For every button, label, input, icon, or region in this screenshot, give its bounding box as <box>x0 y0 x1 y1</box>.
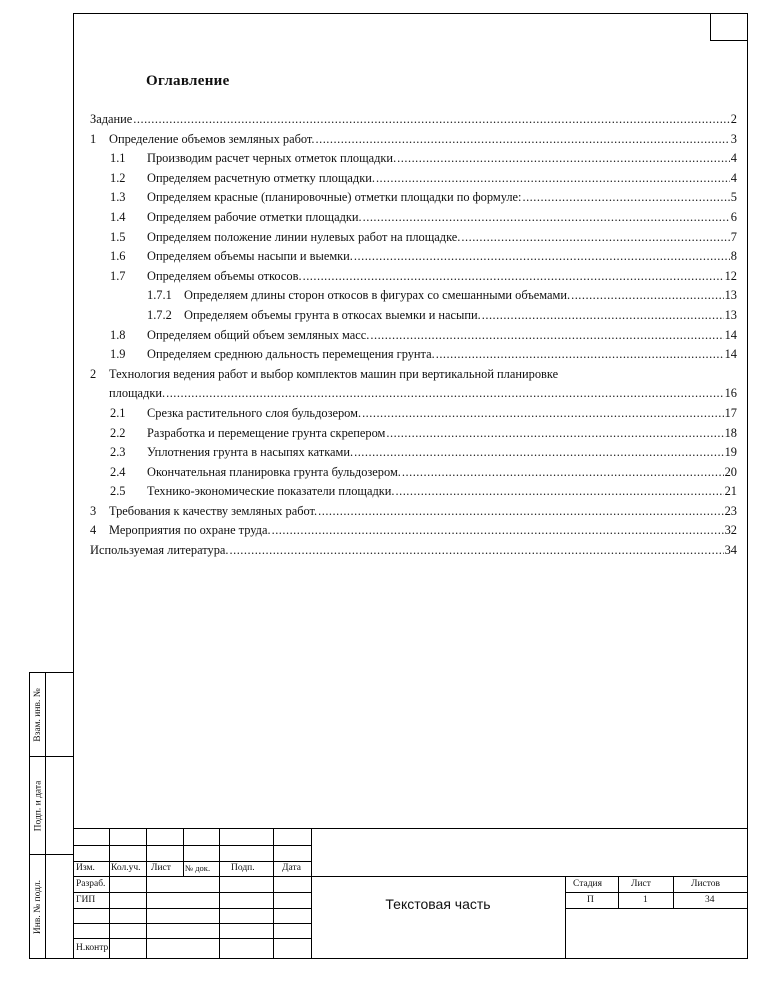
toc-entry-page: 7 <box>730 229 737 244</box>
toc-entry-page: 14 <box>724 327 737 342</box>
toc-entry-number: 1.7.2 <box>147 307 172 322</box>
header-list: Лист <box>151 863 171 873</box>
toc-entry-page: 19 <box>724 445 737 460</box>
toc-entry-page: 18 <box>724 425 737 440</box>
row-nkontr: Н.контр. <box>76 943 111 953</box>
toc-leader-dots <box>354 247 730 267</box>
toc-leader-dots <box>362 404 724 424</box>
toc-entry-number: 2 <box>90 366 97 381</box>
toc-entry-number: 1.2 <box>110 170 126 185</box>
toc-entry <box>90 247 737 267</box>
toc-entry-text: Определяем красные (планировочные) отметки площадки по формуле: <box>147 190 522 205</box>
inv-cell <box>30 855 74 959</box>
toc-entry-number: 1.3 <box>110 190 126 205</box>
toc-entry-text: Определяем среднюю дальность перемещения грунта. <box>147 347 435 362</box>
toc-entry <box>90 502 737 522</box>
document-title: Текстовая часть <box>385 896 491 912</box>
toc-entry-text: Окончательная планировка грунта бульдозером. <box>147 464 401 479</box>
toc-entry-text: Требования к качеству земляных работ. <box>109 503 318 518</box>
toc-entry <box>90 306 737 326</box>
toc-entry-text: Разработка и перемещение грунта скрепером <box>147 425 386 440</box>
row-razrab: Разраб. <box>76 879 106 889</box>
toc-entry-number: 2.5 <box>110 484 126 499</box>
toc-entry <box>90 188 737 208</box>
toc-entry-number: 2.4 <box>110 464 126 479</box>
toc-leader-dots <box>166 384 724 404</box>
toc-leader-dots <box>482 306 724 326</box>
toc-entry <box>90 482 737 502</box>
toc-entry <box>90 424 737 444</box>
toc-entry-text: Задание <box>90 112 133 126</box>
toc-entry-number: 1.6 <box>110 249 126 264</box>
toc-entry-page: 14 <box>724 347 737 362</box>
toc-entry-number: 3 <box>90 503 97 518</box>
toc-entry-number: 1.7.1 <box>147 288 172 303</box>
toc-entry-text: Определяем объемы грунта в откосах выемки и насыпи. <box>184 307 481 322</box>
sheet-number-box <box>710 13 748 41</box>
toc-entry <box>90 130 737 150</box>
toc-entry <box>90 169 737 189</box>
toc-entry <box>90 345 737 365</box>
table-of-contents <box>90 110 737 561</box>
toc-leader-dots <box>370 326 723 346</box>
toc-entry-text: Определение объемов земляных работ. <box>109 131 315 146</box>
stage-value: П <box>587 895 594 905</box>
toc-entry-page: 23 <box>724 503 737 518</box>
toc-entry-page: 21 <box>724 484 737 499</box>
toc-leader-dots <box>133 110 730 130</box>
toc-entry <box>90 365 737 385</box>
toc-entry-page: 2 <box>730 112 737 126</box>
toc-entry <box>90 443 737 463</box>
toc-entry-text: Определяем расчетную отметку площадки. <box>147 170 375 185</box>
toc-entry-page: 4 <box>730 151 737 166</box>
toc-leader-dots <box>303 267 724 287</box>
toc-leader-dots <box>396 482 724 502</box>
toc-entry-page: 8 <box>730 249 737 264</box>
toc-leader-dots <box>316 130 730 150</box>
header-doc: № док. <box>185 863 211 873</box>
toc-entry-text: Определяем длины сторон откосов в фигурах со смешанными объемами. <box>184 288 571 303</box>
toc-entry <box>90 384 737 404</box>
toc-entry <box>90 326 737 346</box>
toc-entry-number: 1.8 <box>110 327 126 342</box>
toc-entry <box>90 521 737 541</box>
toc-entry-number: 2.2 <box>110 425 126 440</box>
inv-label: Инв. № подл. <box>33 879 44 935</box>
toc-entry-number: 2.3 <box>110 445 126 460</box>
toc-entry-text: Производим расчет черных отметок площадки. <box>147 151 397 166</box>
header-kol: Кол.уч. <box>111 863 141 873</box>
toc-entry <box>90 463 737 483</box>
toc-title: Оглавление <box>146 73 230 89</box>
toc-entry-page: 13 <box>724 307 737 322</box>
toc-entry <box>90 404 737 424</box>
header-izm: Изм. <box>76 863 95 873</box>
toc-entry-text: Уплотнения грунта в насыпях катками. <box>147 445 354 460</box>
toc-leader-dots <box>386 424 723 444</box>
toc-entry-number: 1.4 <box>110 209 126 224</box>
toc-entry-page: 5 <box>730 190 737 205</box>
sheet-value: 1 <box>643 895 648 905</box>
sheets-value: 34 <box>705 895 715 905</box>
toc-entry-page: 17 <box>724 405 737 420</box>
toc-entry-text: площадки. <box>109 386 166 401</box>
toc-entry-page: 16 <box>724 386 737 401</box>
toc-entry <box>90 110 737 130</box>
row-gip: ГИП <box>76 895 96 905</box>
toc-entry <box>90 228 737 248</box>
toc-leader-dots <box>354 443 724 463</box>
toc-entry-page: 3 <box>730 131 737 146</box>
toc-entry-text: Определяем рабочие отметки площадки. <box>147 209 362 224</box>
side-margin-block <box>29 672 73 959</box>
stage-label: Стадия <box>573 879 602 889</box>
toc-entry-number: 1.1 <box>110 151 126 166</box>
podp-label: Подп. и дата <box>33 780 44 831</box>
header-podp: Подп. <box>231 863 255 873</box>
toc-leader-dots <box>363 208 730 228</box>
toc-entry <box>90 286 737 306</box>
header-date: Дата <box>282 863 301 873</box>
toc-entry-text: Определяем положение линии нулевых работ на площадке. <box>147 229 461 244</box>
toc-leader-dots <box>397 149 730 169</box>
toc-entry-number: 4 <box>90 523 97 538</box>
toc-entry <box>90 541 737 561</box>
toc-leader-dots <box>230 541 724 561</box>
sheet-label: Лист <box>631 879 651 889</box>
toc-entry-text: Технико-экономические показатели площадки. <box>147 484 395 499</box>
toc-entry-text: Определяем объемы насыпи и выемки. <box>147 249 353 264</box>
toc-entry-text: Определяем общий объем земляных масс. <box>147 327 370 342</box>
toc-entry-page: 4 <box>730 170 737 185</box>
podp-cell <box>30 757 74 855</box>
toc-entry-page: 32 <box>724 523 737 538</box>
toc-entry-number: 1.7 <box>110 268 126 283</box>
toc-entry <box>90 149 737 169</box>
toc-entry-number: 1.9 <box>110 347 126 362</box>
toc-leader-dots <box>318 502 723 522</box>
toc-entry-page: 6 <box>730 209 737 224</box>
toc-entry-text: Технология ведения работ и выбор комплектов машин при вертикальной планировке <box>109 366 559 381</box>
toc-entry-number: 2.1 <box>110 405 126 420</box>
toc-entry-page: 13 <box>724 288 737 303</box>
toc-entry-page: 34 <box>724 543 737 558</box>
toc-entry-page: 20 <box>724 464 737 479</box>
sheets-label: Листов <box>691 879 721 889</box>
toc-entry <box>90 267 737 287</box>
toc-leader-dots <box>272 521 724 541</box>
vzam-cell <box>30 673 74 757</box>
toc-entry <box>90 208 737 228</box>
toc-entry-page: 12 <box>724 268 737 283</box>
toc-leader-dots <box>461 228 729 248</box>
toc-leader-dots <box>522 188 729 208</box>
title-block <box>73 828 748 959</box>
toc-leader-dots <box>436 345 724 365</box>
toc-entry-text: Мероприятия по охране труда. <box>109 523 271 538</box>
toc-entry-number: 1 <box>90 131 97 146</box>
toc-leader-dots <box>571 286 724 306</box>
toc-entry-text: Срезка растительного слоя бульдозером. <box>147 405 362 420</box>
toc-entry-text: Определяем объемы откосов. <box>147 268 302 283</box>
toc-leader-dots <box>402 463 724 483</box>
toc-entry-text: Используемая литература. <box>90 543 229 558</box>
vzam-label: Взам. инв. № <box>33 687 44 742</box>
toc-leader-dots <box>376 169 730 189</box>
toc-entry-number: 1.5 <box>110 229 126 244</box>
